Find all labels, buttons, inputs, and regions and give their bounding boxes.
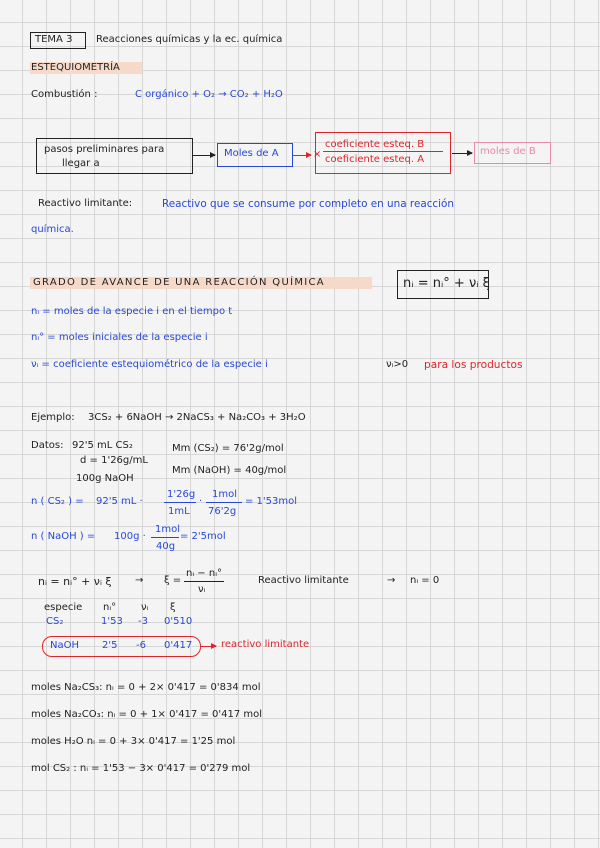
reactivo-limitante-def-line1: Reactivo que se consume por completo en una reacción [162, 198, 454, 210]
frac3-num: 1mol [155, 524, 180, 535]
limitante-note: reactivo limitante [221, 639, 310, 650]
n-naoh-result: = 2'5mol [180, 531, 226, 542]
def-ni0: nᵢ° = moles iniciales de la especie i [31, 332, 208, 343]
ejemplo-label: Ejemplo: [31, 412, 75, 423]
flow-step-preliminary-line1: pasos preliminares para [44, 144, 165, 155]
n-cs2-calc: 92'5 mL · [96, 496, 143, 507]
ejemplo-equation: 3CS₂ + 6NaOH → 2NaCS₃ + Na₂CO₃ + 3H₂O [88, 412, 306, 423]
def-vi: νᵢ = coeficiente estequiométrico de la especie i [31, 359, 268, 370]
datos-label: Datos: [31, 440, 64, 451]
grado-formula: nᵢ = nᵢ° + νᵢ ξ [403, 276, 490, 291]
frac1-den: 1mL [168, 506, 190, 517]
flow-arrow-2 [293, 155, 311, 156]
xi-left: ξ = [164, 575, 182, 586]
dato-volume: 92'5 mL CS₂ [72, 440, 133, 451]
xi-fraction-bar [184, 581, 224, 582]
xi-formula: nᵢ = nᵢ° + νᵢ ξ [38, 575, 112, 588]
frac1-num: 1'26g [167, 489, 196, 500]
reactivo-limitante-term: Reactivo limitante: [38, 198, 133, 209]
flow-arrow-1 [193, 155, 215, 156]
table-cell: 1'53 [101, 616, 123, 627]
table-header-xi: ξ [170, 602, 176, 613]
xi-rl-label: Reactivo limitante [258, 575, 349, 586]
xi-numerator: nᵢ − nᵢ° [186, 568, 222, 579]
result-na2cs3: moles Na₂CS₃: nᵢ = 0 + 2× 0'417 = 0'834 mol [31, 682, 261, 693]
frac2-num: 1mol [212, 489, 237, 500]
table-cell: 2'5 [102, 640, 118, 651]
n-naoh-calc: 100g · [114, 531, 146, 542]
frac2-bar [206, 502, 242, 503]
flow-coef-numerator: coeficiente esteq. B [325, 139, 425, 150]
combustion-equation: C orgánico + O₂ → CO₂ + H₂O [135, 89, 283, 100]
molar-mass-cs2: Mm (CS₂) = 76'2g/mol [172, 443, 284, 454]
flow-coef-fraction-bar [323, 151, 443, 152]
dato-naoh-mass: 100g NaOH [76, 473, 134, 484]
table-cell: NaOH [50, 640, 79, 651]
tema-label: TEMA 3 [35, 34, 73, 45]
table-header-ni0: nᵢ° [103, 602, 117, 613]
combustion-label: Combustión : [31, 89, 98, 100]
n-cs2-result: = 1'53mol [245, 496, 298, 507]
n-cs2-label: n ( CS₂ ) = [31, 496, 84, 507]
table-header-especie: especie [44, 602, 83, 613]
table-cell: 0'417 [164, 640, 193, 651]
vi-note: para los productos [424, 359, 523, 371]
table-cell: CS₂ [46, 616, 64, 627]
result-h2o: moles H₂O nᵢ = 0 + 3× 0'417 = 1'25 mol [31, 736, 236, 747]
frac-dot: · [199, 496, 203, 507]
flow-arrow-3 [452, 153, 472, 154]
grado-avance-heading: GRADO DE AVANCE DE UNA REACCIÓN QUÍMICA [33, 277, 325, 288]
table-cell: -6 [136, 640, 146, 651]
table-cell: -3 [138, 616, 148, 627]
def-ni: nᵢ = moles de la especie i en el tiempo t [31, 306, 233, 317]
estequiometria-heading: ESTEQUIOMETRÍA [31, 62, 120, 73]
reactivo-limitante-def-line2: química. [31, 224, 74, 235]
result-na2co3: moles Na₂CO₃: nᵢ = 0 + 1× 0'417 = 0'417 mol [31, 709, 263, 720]
xi-rl-condition: nᵢ = 0 [410, 575, 440, 586]
limitante-arrow [200, 646, 216, 647]
frac2-den: 76'2g [208, 506, 237, 517]
page-title: Reacciones químicas y la ec. química [96, 34, 283, 45]
table-cell: 0'510 [164, 616, 193, 627]
xi-arrow-2: → [387, 575, 396, 586]
flow-step-moles-a-label: Moles de A [224, 148, 279, 159]
flow-step-moles-b-label: moles de B [480, 146, 536, 157]
flow-coef-denominator: coeficiente esteq. A [325, 154, 425, 165]
vi-condition: νᵢ>0 [386, 359, 409, 370]
table-header-vi: νᵢ [141, 602, 149, 613]
result-cs2: mol CS₂ : nᵢ = 1'53 − 3× 0'417 = 0'279 mol [31, 763, 251, 774]
flow-multiply-sign: × [313, 149, 322, 160]
frac1-bar [164, 502, 196, 503]
frac3-den: 40g [156, 541, 176, 552]
dato-density: d = 1'26g/mL [80, 455, 148, 466]
xi-arrow-1: → [135, 575, 144, 586]
molar-mass-naoh: Mm (NaOH) = 40g/mol [172, 465, 287, 476]
n-naoh-label: n ( NaOH ) = [31, 531, 96, 542]
xi-denominator: νᵢ [198, 584, 206, 595]
frac3-bar [151, 537, 179, 538]
flow-step-preliminary-line2: llegar a [62, 158, 100, 169]
